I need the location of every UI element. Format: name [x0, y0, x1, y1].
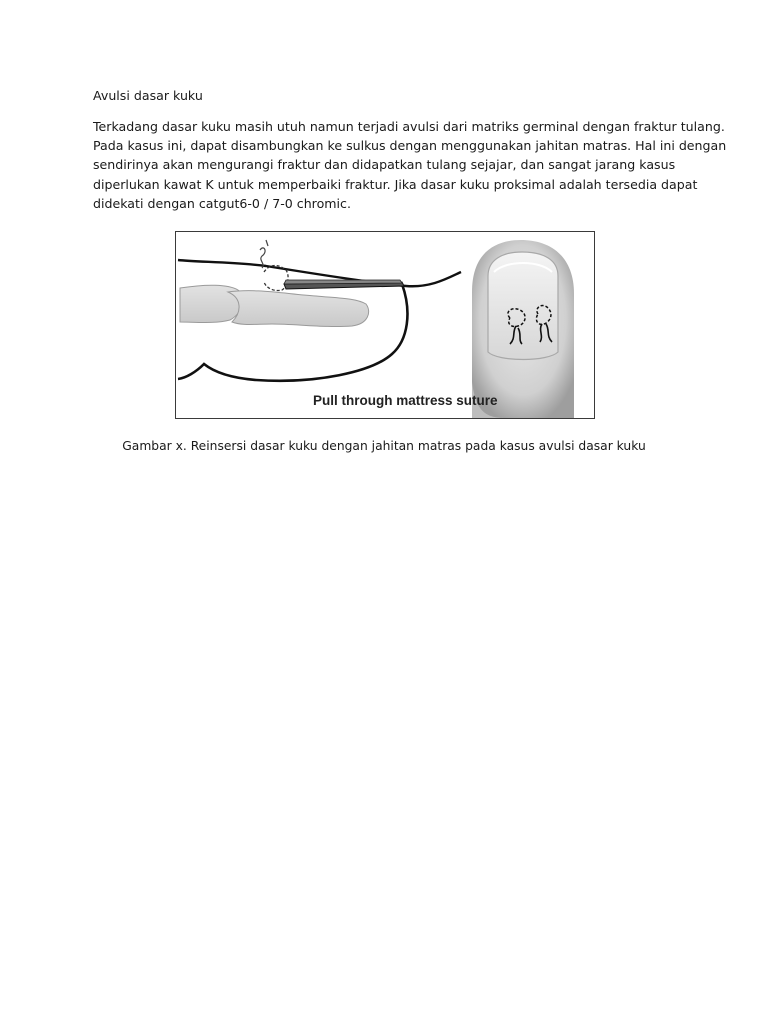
mattress-suture-illustration [176, 232, 594, 418]
paragraph-line: Terkadang dasar kuku masih utuh namun terjadi avulsi dari matriks germinal dengan fraktur tulang. [93, 119, 725, 134]
section-heading: Avulsi dasar kuku [93, 88, 203, 103]
paragraph-line: sendirinya akan mengurangi fraktur dan didapatkan tulang sejajar, dan sangat jarang kasus [93, 157, 676, 173]
figure-illustration [175, 231, 595, 419]
figure-label: Pull through mattress suture [313, 393, 498, 408]
paragraph-line: didekati dengan catgut6-0 / 7-0 chromic. [93, 195, 351, 211]
paragraph-line: diperlukan kawat K untuk memperbaiki fraktur. Jika dasar kuku proksimal adalah tersedia dapat [93, 176, 698, 192]
figure-caption: Gambar x. Reinsersi dasar kuku dengan jahitan matras pada kasus avulsi dasar kuku [122, 439, 646, 453]
fingertip-dorsal-view [472, 240, 574, 418]
finger-cross-section [178, 240, 461, 381]
paragraph-line: Pada kasus ini, dapat disambungkan ke sulkus dengan menggunakan jahitan matras. Hal ini dengan [93, 138, 727, 154]
body-paragraph [93, 117, 727, 213]
